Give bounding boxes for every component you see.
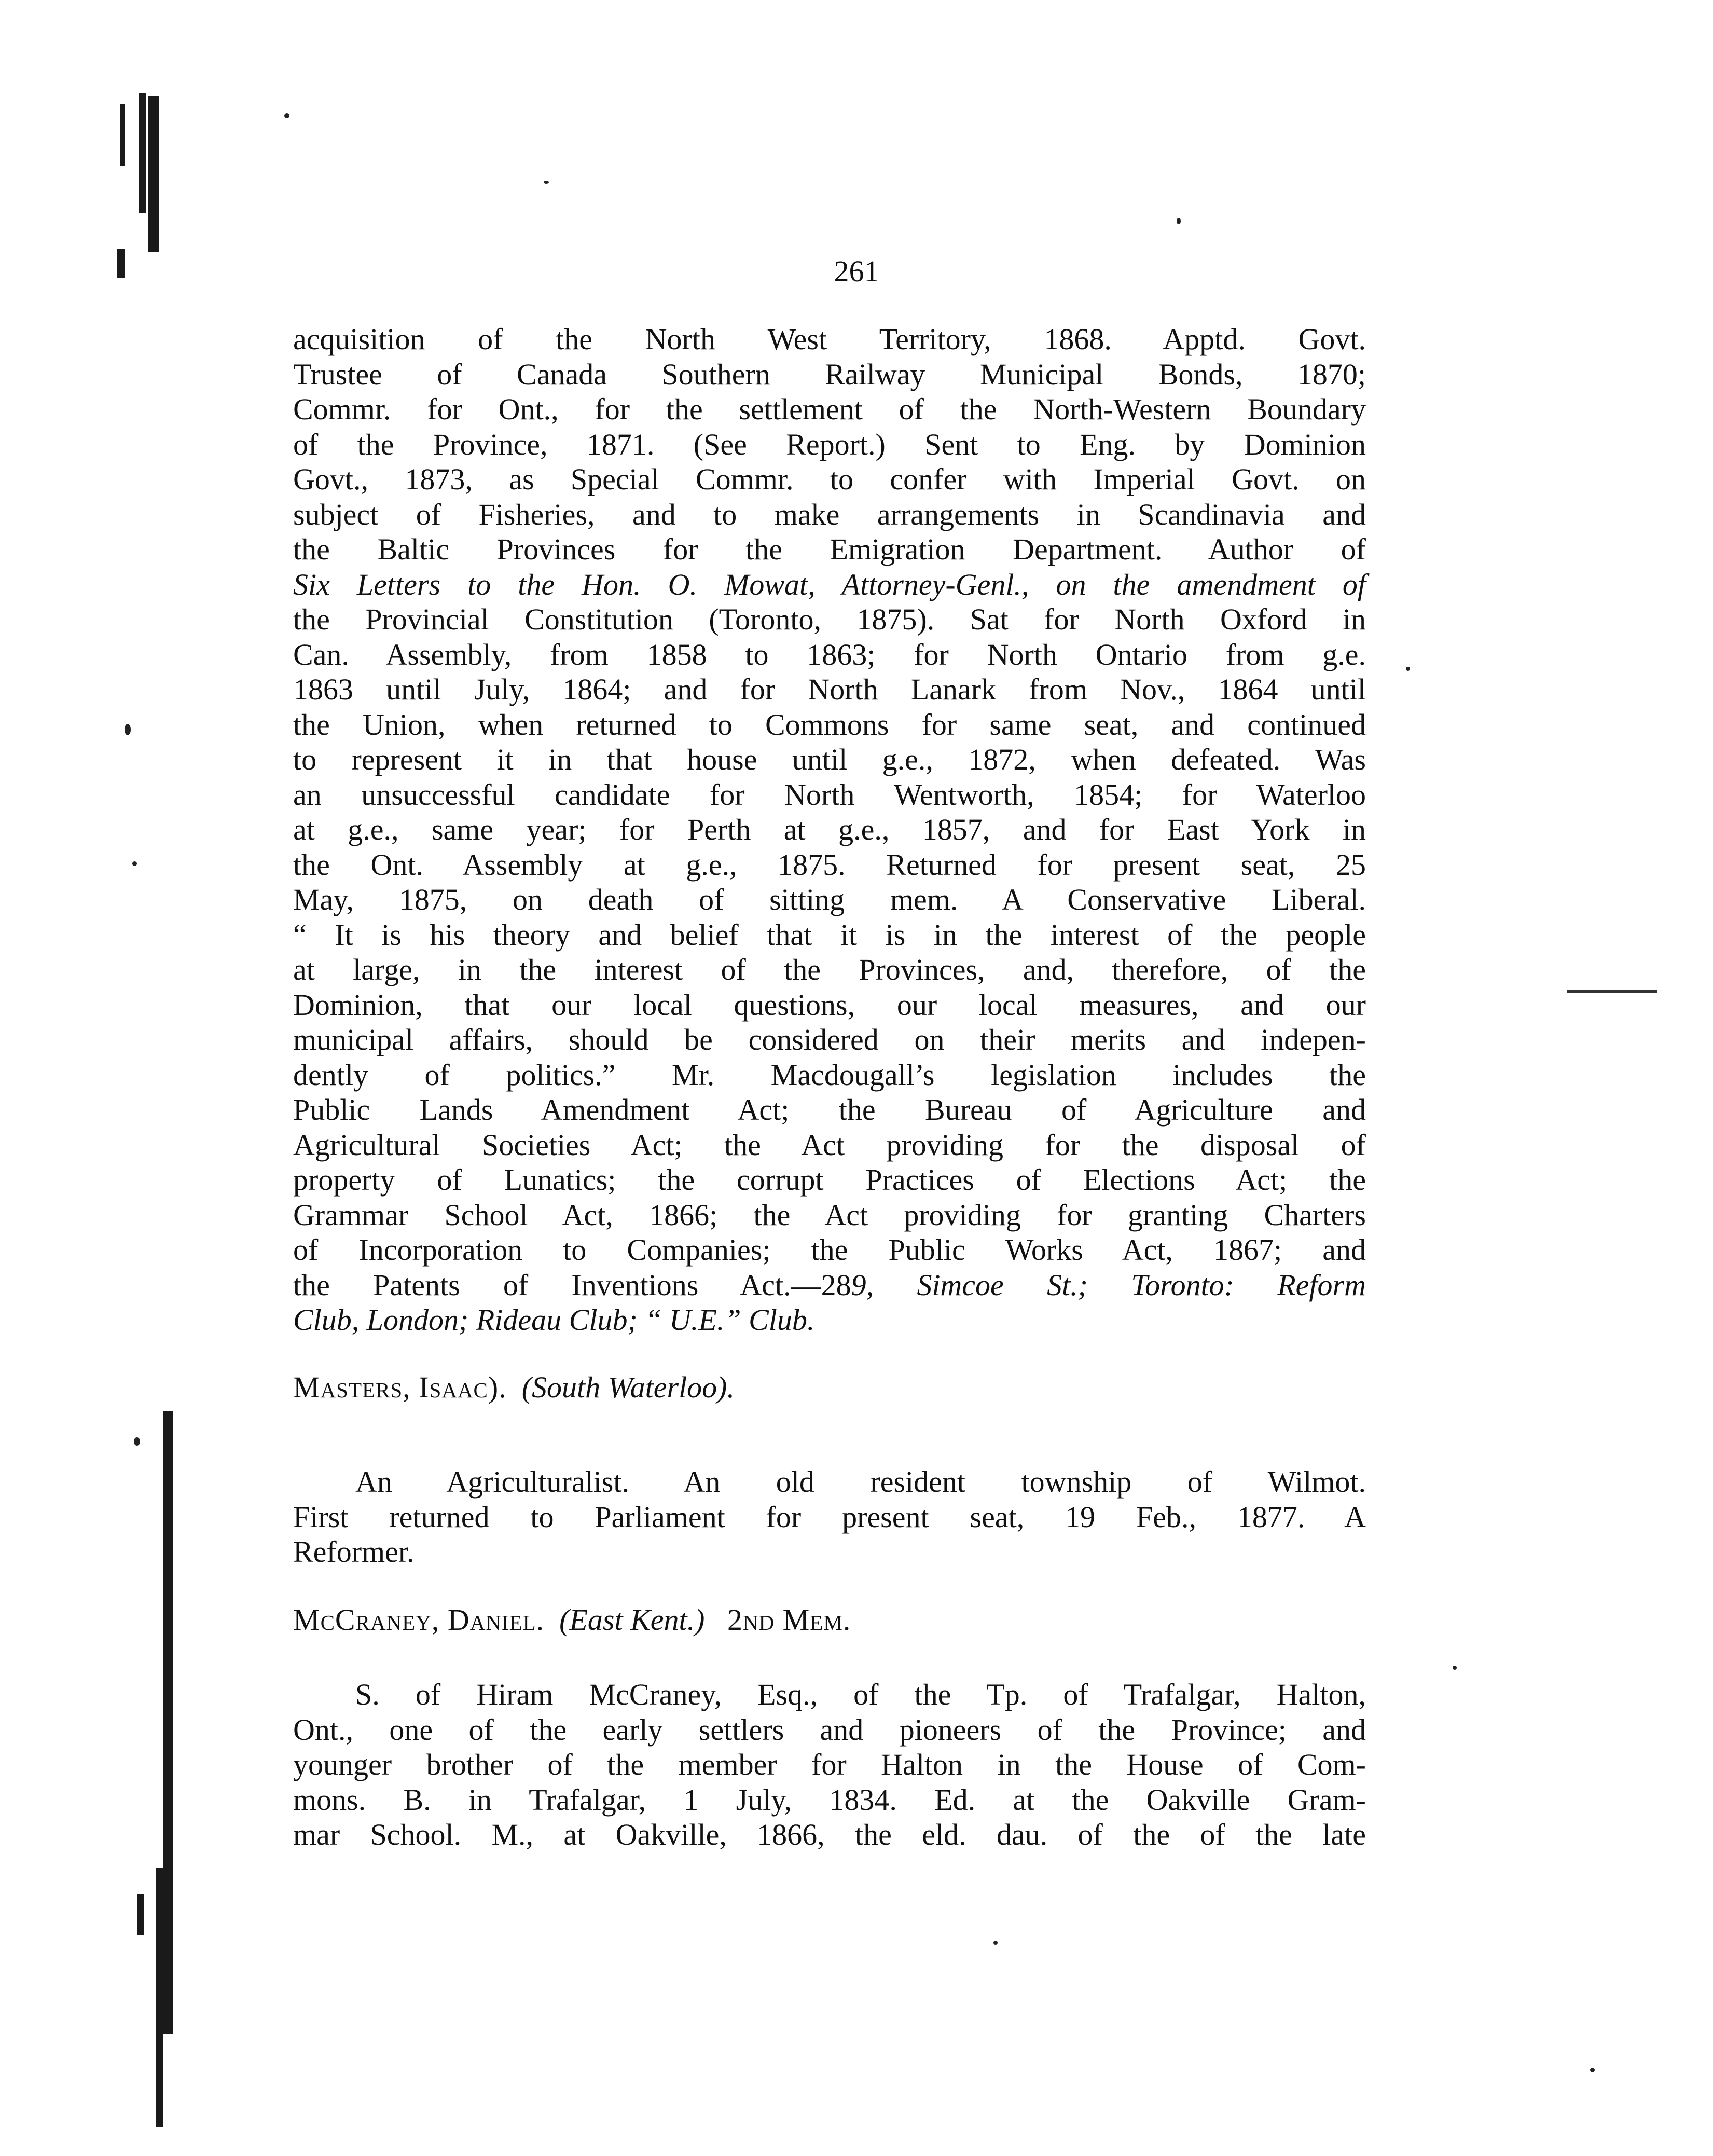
text-line: the Provincial Constitution (Toronto, 1875). Sat for North Oxford in	[293, 602, 1366, 636]
text-line: Public Lands Amendment Act; the Bureau of Agriculture and	[293, 1093, 1366, 1127]
heading-line	[293, 1602, 1366, 1638]
text-segment-italic: 9, Simcoe St.; Toronto: Reform	[851, 1268, 1366, 1302]
text-line: An Agriculturalist. An old resident township of Wilmot.	[355, 1465, 1366, 1499]
binding-edge-mark	[120, 104, 125, 166]
constituency: (South Waterloo).	[521, 1370, 735, 1404]
entry-heading-mccraney	[293, 1602, 1366, 1638]
scan-speck	[1453, 1666, 1457, 1670]
text-line: Trustee of Canada Southern Railway Municipal Bonds, 1870;	[293, 357, 1366, 391]
scan-speck	[1590, 2068, 1595, 2072]
scan-speck	[1177, 218, 1181, 224]
entry-body-masters	[293, 1464, 1366, 1570]
text-line: dently of politics.” Mr. Macdougall’s legislation includes the	[293, 1058, 1366, 1092]
text-line: an unsuccessful candidate for North Wentworth, 1854; for Waterloo	[293, 777, 1366, 812]
text-line: younger brother of the member for Halton in the House of Com-	[293, 1748, 1366, 1781]
text-segment: the Patents of Inventions Act.—28	[293, 1268, 851, 1302]
page-number: 261	[834, 254, 879, 288]
text-line: of Incorporation to Companies; the Public Works Act, 1867; and	[293, 1233, 1366, 1267]
text-line: the Union, when returned to Commons for same seat, and continued	[293, 707, 1366, 741]
scan-speck	[134, 1437, 140, 1446]
text-line: acquisition of the North West Territory, 1868. Apptd. Govt.	[293, 322, 1366, 356]
text-line: Dominion, that our local questions, our local measures, and our	[293, 987, 1366, 1022]
text-line: mar School. M., at Oakville, 1866, the eld. dau. of the of the late	[293, 1818, 1366, 1851]
member-name: McCraney, Daniel.	[293, 1603, 545, 1637]
text-line: 1863 until July, 1864; and for North Lanark from Nov., 1864 until	[293, 672, 1366, 706]
entry-body-mccraney	[293, 1677, 1366, 1852]
text-line: municipal affairs, should be considered on their merits and indepen-	[293, 1023, 1366, 1056]
entry-heading-masters	[293, 1370, 1366, 1405]
scan-speck	[125, 724, 131, 735]
text-line: May, 1875, on death of sitting mem. A Conservative Liberal.	[293, 883, 1366, 916]
heading-line	[293, 1370, 1366, 1405]
text-line: Ont., one of the early settlers and pioneers of the Province; and	[293, 1712, 1366, 1747]
scan-speck	[544, 181, 549, 184]
text-line: Reformer.	[293, 1535, 415, 1569]
entry-continuation	[293, 322, 1366, 1338]
binding-edge-mark	[156, 1868, 163, 2127]
scan-speck	[1406, 667, 1410, 671]
text-line: First returned to Parliament for present seat, 19 Feb., 1877. A	[293, 1500, 1366, 1534]
text-line-italic: Six Letters to the Hon. O. Mowat, Attorney-Genl., on the amendment of	[293, 567, 1366, 601]
text-line: at g.e., same year; for Perth at g.e., 1857, and for East York in	[293, 813, 1366, 846]
text-line: Commr. for Ont., for the settlement of the North-Western Boundary	[293, 392, 1366, 426]
text-line: of the Province, 1871. (See Report.) Sent to Eng. by Dominion	[293, 427, 1366, 461]
text-line: mons. B. in Trafalgar, 1 July, 1834. Ed. at the Oakville Gram-	[293, 1782, 1366, 1817]
member-designation: 2nd Mem.	[727, 1603, 851, 1637]
text-line: subject of Fisheries, and to make arrangements in Scandinavia and	[293, 497, 1366, 531]
text-line-italic: Club, London; Rideau Club; “ U.E.” Club.	[293, 1303, 815, 1337]
text-line-mixed	[293, 1268, 1366, 1303]
binding-edge-mark	[148, 96, 159, 252]
text-line: to represent it in that house until g.e., 1872, when defeated. Was	[293, 743, 1366, 776]
binding-edge-mark	[139, 93, 146, 213]
text-line: the Ont. Assembly at g.e., 1875. Returned for present seat, 25	[293, 847, 1366, 882]
text-line: the Baltic Provinces for the Emigration Department. Author of	[293, 532, 1366, 566]
member-name: Masters, Isaac).	[293, 1370, 507, 1404]
text-line: Agricultural Societies Act; the Act providing for the disposal of	[293, 1128, 1366, 1162]
constituency: (East Kent.)	[559, 1603, 705, 1637]
text-line: S. of Hiram McCraney, Esq., of the Tp. of Trafalgar, Halton,	[355, 1678, 1366, 1711]
text-line: at large, in the interest of the Provinces, and, therefore, of the	[293, 953, 1366, 986]
binding-edge-mark	[137, 1894, 144, 1935]
scan-speck	[132, 861, 137, 866]
text-line: Govt., 1873, as Special Commr. to confer with Imperial Govt. on	[293, 462, 1366, 496]
text-line: Can. Assembly, from 1858 to 1863; for North Ontario from g.e.	[293, 637, 1366, 671]
binding-edge-mark	[163, 1411, 173, 2034]
scan-dash	[1567, 990, 1657, 993]
text-line: Grammar School Act, 1866; the Act providing for granting Charters	[293, 1198, 1366, 1232]
text-line: property of Lunatics; the corrupt Practices of Elections Act; the	[293, 1163, 1366, 1197]
scan-speck	[993, 1941, 998, 1945]
text-line: “ It is his theory and belief that it is in the interest of the people	[293, 917, 1366, 952]
scan-speck	[284, 113, 289, 118]
